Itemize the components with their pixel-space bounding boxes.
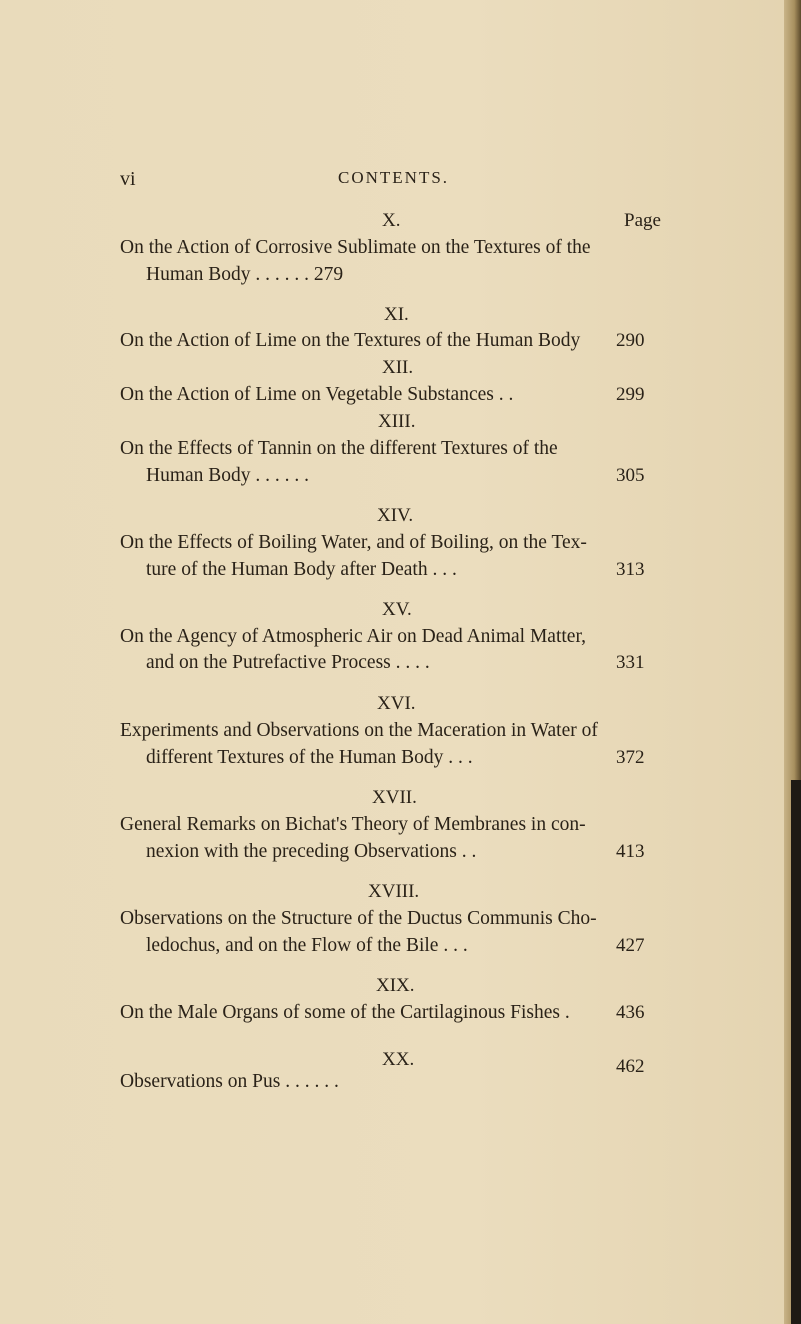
chapter-numeral: XX. (382, 1049, 415, 1070)
chapter-numeral: XV. (382, 599, 412, 620)
entry-title-line: On the Effects of Tannin on the different Textures of the (120, 438, 558, 459)
chapter-numeral: XIX. (376, 975, 415, 996)
page-number: 427 (616, 935, 645, 956)
page-number: 313 (616, 559, 645, 580)
chapter-numeral: XIV. (377, 505, 414, 526)
folio-number: vi (120, 168, 136, 190)
page-header (120, 168, 680, 192)
entry-title-line: ledochus, and on the Flow of the Bile . . . (146, 935, 468, 956)
chapter-numeral: XII. (382, 357, 414, 378)
entry-title-line: Human Body . . . . . . 279 (146, 264, 344, 285)
chapter-numeral: XVI. (377, 693, 416, 714)
entry-title-line: On the Action of Corrosive Sublimate on the Textures of the (120, 237, 591, 258)
entry-title-line: Observations on Pus . . . . . . (120, 1071, 339, 1092)
page-number: 413 (616, 841, 645, 862)
entry-title-line: On the Effects of Boiling Water, and of Boiling, on the Tex- (120, 532, 587, 553)
chapter-numeral: XVIII. (368, 881, 420, 902)
chapter-numeral: XIII. (378, 411, 416, 432)
entry-title-line: On the Agency of Atmospheric Air on Dead Animal Matter, (120, 626, 587, 647)
page-edge-shadow (791, 780, 801, 1324)
entry-title-line: General Remarks on Bichat's Theory of Membranes in con- (120, 814, 586, 835)
chapter-numeral: X. (382, 210, 401, 231)
page-number: 436 (616, 1002, 645, 1023)
entry-title-line: Experiments and Observations on the Maceration in Water of (120, 720, 598, 741)
page-number: 299 (616, 384, 645, 405)
entry-title-line: Observations on the Structure of the Ductus Communis Cho- (120, 908, 597, 929)
entry-title-line: On the Action of Lime on the Textures of the Human Body (120, 330, 581, 351)
page-number: 331 (616, 652, 645, 673)
entry-title-line: ture of the Human Body after Death . . . (146, 559, 457, 580)
entry-title-line: On the Male Organs of some of the Cartilaginous Fishes . (120, 1002, 570, 1023)
page-number: 462 (616, 1056, 645, 1077)
entry-title-line: and on the Putrefactive Process . . . . (146, 652, 430, 673)
chapter-numeral: XI. (384, 304, 409, 325)
page-number: 290 (616, 330, 645, 351)
entry-title-line: different Textures of the Human Body . . . (146, 747, 473, 768)
entry-title-line: nexion with the preceding Observations . . (146, 841, 477, 862)
chapter-numeral: XVII. (372, 787, 417, 808)
page-column-label: Page (624, 210, 661, 231)
running-title: CONTENTS. (338, 168, 450, 187)
page-number: 372 (616, 747, 645, 768)
entry-title-line: Human Body . . . . . . (146, 465, 310, 486)
page-number: 305 (616, 465, 645, 486)
entry-title-line: On the Action of Lime on Vegetable Substances . . (120, 384, 514, 405)
